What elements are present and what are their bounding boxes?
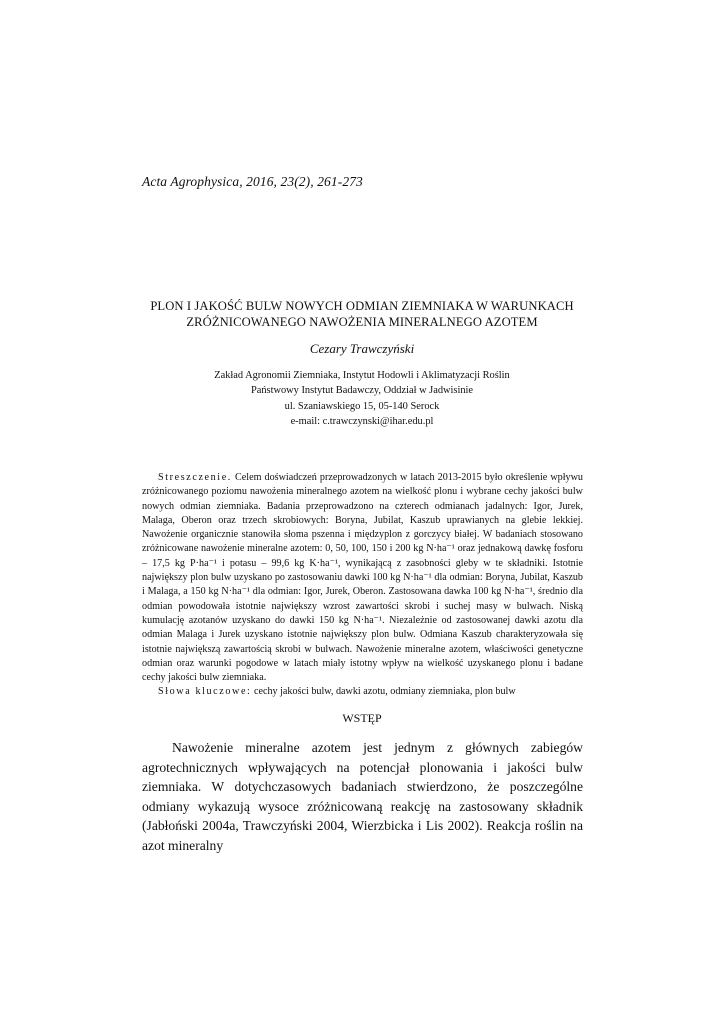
author-name: Cezary Trawczyński xyxy=(309,341,415,356)
paper-title xyxy=(100,298,624,330)
abstract-label: Streszczenie. xyxy=(158,472,232,483)
keywords-label: Słowa kluczowe: xyxy=(158,686,252,698)
affiliation-line: Zakład Agronomii Ziemniaka, Instytut Hodowli i Aklimatyzacji Roślin xyxy=(214,370,510,381)
affiliation-line: Państwowy Instytut Badawczy, Oddział w Jadwisinie xyxy=(250,385,474,397)
keywords-paragraph xyxy=(142,685,583,699)
affiliation-line: ul. Szaniawskiego 15, 05-140 Serock xyxy=(284,400,440,412)
body-paragraph: Nawożenie mineralne azotem jest jednym z głównych zabiegów agrotechnicznych wpływających na potencjał plonowania i jakości bulw ziemniaka. W dotychczasowych badaniach stwierdzono, że poszczególne odmiany wykazują wysoce zróżnicowaną reakcję na zastosowany składnik (Jabłoński 2004a, Trawczyński 2004, Wierzbicka i Lis 2002). Reakcja roślin na azot mineralny xyxy=(142,740,583,853)
journal-reference: Acta Agrophysica, 2016, 23(2), 261-273 xyxy=(142,174,363,189)
abstract-text: Celem doświadczeń przeprowadzonych w latach 2013-2015 było określenie wpływu zróżnicowanego poziomu nawożenia mineralnego azotem na wielkość plonu i wybrane cechy jakości bulw nowych odmian ziemniaka. Badania przeprowadzono na czterech odmianach jadalnych: Igor, Jurek, Malaga, Oberon oraz trzech skrobiowych: Boryna, Jubilat, Kaszub uprawianych na glebie lekkiej. Nawożenie organicznie stanowiła słoma pszenna i międzyplon z gorczycy białej. W badaniach stosowano zróżnicowane nawożenie mineralne azotem: 0, 50, 100, 150 i 200 kg N·ha⁻¹ oraz jednakową dawkę fosforu – 17,5 kg P·ha⁻¹ i potasu – 99,6 kg K·ha⁻¹, wynikającą z zasobności gleby w te składniki. Istotnie największy plon bulw uzyskano po zastosowaniu dawki 100 kg N·ha⁻¹ dla odmian: Boryna, Jubilat, Kaszub i Malaga, a 150 kg N·ha⁻¹ dla odmian: Igor, Jurek, Oberon. Zastosowana dawka 100 kg N·ha⁻¹, średnio dla odmian powodowała istotnie największy wzrost zawartości skrobi i suchej masy w bulwach. Niską kumulację azotanów uzyskano do dawki 150 kg N·ha⁻¹. Niezależnie od zastosowanej dawki azotu dla odmian Malaga i Jurek uzyskano istotnie największy plon bulw. Odmiana Kaszub charakteryzowała się istotnie największą zawartością skrobi w bulwach. Nawożenie mineralne azotem, właściwości genetyczne odmian oraz warunki pogodowe w latach miały istotny wpływ na wielkość uzyskanego plonu i badane cechy jakości bulw ziemniaka. xyxy=(142,472,583,684)
keywords-text: cechy jakości bulw, dawki azotu, odmiany ziemniaka, plon bulw xyxy=(251,686,516,698)
section-heading: WSTĘP xyxy=(342,711,382,725)
abstract-paragraph xyxy=(142,471,583,685)
affiliation xyxy=(100,368,624,430)
title-line: ZRÓŻNICOWANEGO NAWOŻENIA MINERALNEGO AZOTEM xyxy=(186,315,538,329)
abstract xyxy=(142,471,583,700)
author-email: e-mail: c.trawczynski@ihar.edu.pl xyxy=(290,416,434,428)
title-line: PLON I JAKOŚĆ BULW NOWYCH ODMIAN ZIEMNIAKA W WARUNKACH xyxy=(150,299,574,313)
body-text xyxy=(142,738,583,855)
